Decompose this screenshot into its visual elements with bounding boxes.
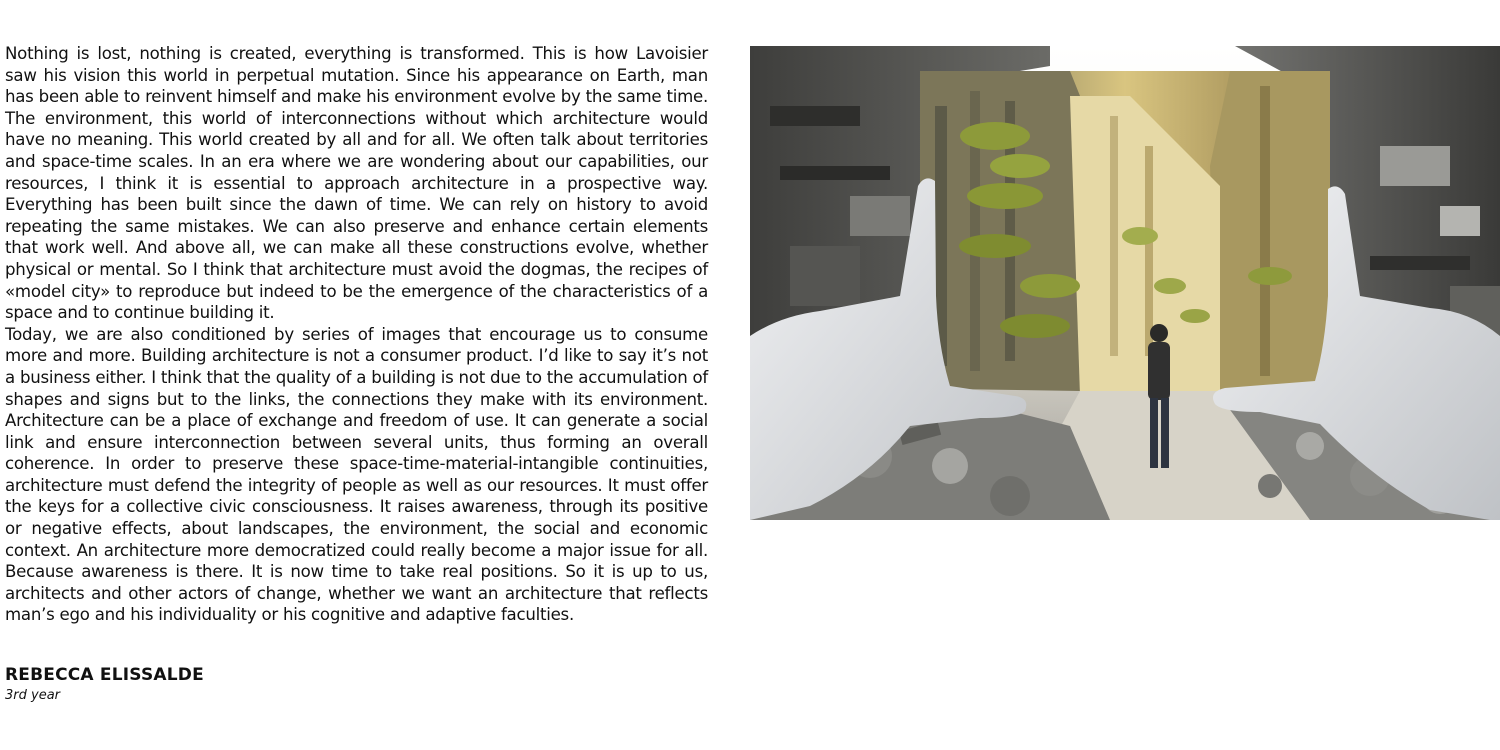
essay-paragraph-1: Nothing is lost, nothing is created, everything is transformed. This is how Lavoisier saw his vision this world in perpetual mutation. Since his appearance on Earth, man has been able to reinvent himself and make his environment evolve by the same time. The environment, this world of interconnections without which architecture would have no meaning. This world created by all and for all. We often talk about territories and space-time scales. In an era where we are wondering about our capabilities, our resources, I think it is essential to approach architecture in a prospective way. Everything has been built since the dawn of time. We can rely on history to avoid repeating the same mistakes. We can also preserve and enhance certain elements that work well. And above all, we can make all these constructions evolve, whether physical or mental. So I think that architecture must avoid the dogmas, the recipes of «model city» to reproduce but indeed to be the emergence of the characteristics of a space and to continue building it. bbox=[5, 44, 708, 323]
author-year: 3rd year bbox=[5, 688, 61, 703]
essay-text bbox=[5, 43, 708, 626]
ruined-street-collage bbox=[750, 46, 1500, 520]
collage-photo bbox=[750, 46, 1500, 520]
author-name: REBECCA ELISSALDE bbox=[5, 665, 204, 685]
essay-paragraph-2: Today, we are also conditioned by series of images that encourage us to consume more and more. Building architecture is not a consumer product. I’d like to say it’s not a business either. I think that the quality of a building is not due to the accumulation of shapes and signs but to the links, the connections they make with its environment. Architecture can be a place of exchange and freedom of use. It can generate a social link and ensure interconnection between several units, thus forming an overall coherence. In order to preserve these space-time-material-intangible continuities, architecture must defend the integrity of people as well as our resources. It must offer the keys for a collective civic consciousness. It raises awareness, through its positive or negative effects, about landscapes, the environment, the social and economic context. An architecture more democratized could really become a major issue for all. Because awareness is there. It is now time to take real positions. So it is up to us, architects and other actors of change, whether we want an architecture that reflects man’s ego and his individuality or his cognitive and adaptive faculties. bbox=[5, 324, 708, 625]
